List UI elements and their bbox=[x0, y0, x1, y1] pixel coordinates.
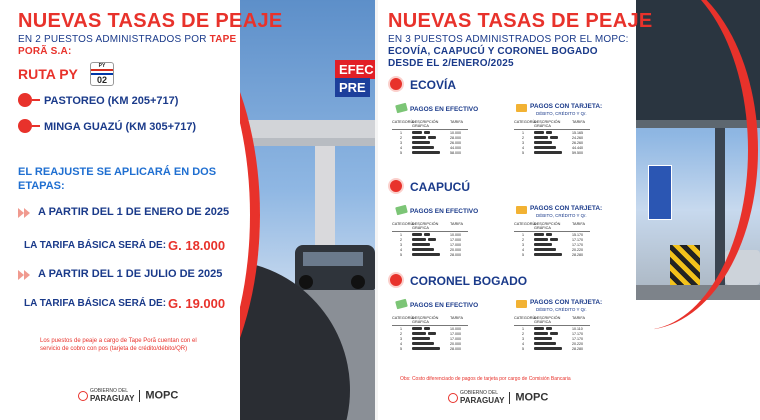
vehicle-icon bbox=[410, 332, 450, 336]
column-header: TARIFA bbox=[572, 222, 586, 226]
section-title: CORONEL BOGADO bbox=[410, 274, 528, 288]
vehicle-icon bbox=[532, 141, 572, 145]
category-cell: 5 bbox=[522, 346, 524, 351]
category-cell: 2 bbox=[400, 237, 402, 242]
category-cell: 3 bbox=[522, 140, 524, 145]
cash-tariff-table bbox=[392, 120, 468, 155]
vehicle-icon bbox=[532, 332, 572, 336]
page-title: NUEVAS TASAS DE PEAJE bbox=[388, 10, 653, 32]
tarifa1-label: LA TARIFA BÁSICA SERÁ DE: bbox=[24, 240, 167, 251]
tariff-cell: 26.260 bbox=[572, 140, 583, 145]
column-header: CATEGORÍA bbox=[392, 316, 415, 320]
vehicle-icon bbox=[410, 136, 450, 140]
tariff-cell: 10.000 bbox=[450, 326, 461, 331]
card-icon bbox=[516, 300, 527, 308]
left-panel bbox=[0, 0, 375, 420]
table-row bbox=[514, 346, 590, 351]
vehicle-icon bbox=[410, 131, 450, 135]
card-payment-label: PAGOS CON TARJETA: bbox=[530, 205, 603, 212]
vehicle-icon bbox=[532, 233, 572, 237]
table-row bbox=[392, 346, 468, 351]
location-pin-icon bbox=[18, 119, 32, 133]
category-cell: 2 bbox=[522, 237, 524, 242]
table-row bbox=[514, 326, 590, 331]
card-payment-sub: DÉBITO, CRÉDITO Y Qr. bbox=[536, 213, 587, 218]
seal-icon bbox=[78, 391, 88, 401]
column-header: TARIFA bbox=[572, 120, 586, 124]
tariff-cell: 24.260 bbox=[572, 135, 583, 140]
location-pin-icon bbox=[388, 272, 404, 288]
vehicle-icon bbox=[410, 238, 450, 242]
tariff-cell: 10.000 bbox=[450, 130, 461, 135]
table-row bbox=[392, 130, 468, 135]
vehicle-icon bbox=[410, 141, 450, 145]
category-cell: 3 bbox=[400, 336, 402, 341]
stage1-text: A PARTIR DEL 1 DE ENERO DE 2025 bbox=[38, 206, 230, 218]
category-cell: 1 bbox=[522, 130, 524, 135]
vehicle-icon bbox=[410, 151, 450, 155]
chevron-right-icon bbox=[18, 270, 32, 280]
gobierno-logo: GOBIERNO DEL PARAGUAY MOPC bbox=[448, 390, 548, 405]
category-cell: 4 bbox=[400, 341, 402, 346]
tariff-cell: 28.000 bbox=[450, 135, 461, 140]
reajuste-line2: ETAPAS: bbox=[18, 180, 65, 192]
table-row bbox=[514, 135, 590, 140]
card-tariff-table bbox=[514, 222, 590, 257]
tariff-cell: 28.000 bbox=[450, 346, 461, 351]
table-row bbox=[514, 150, 590, 155]
table-row bbox=[514, 336, 590, 341]
card-tariff-table bbox=[514, 316, 590, 351]
tarifa1-value: G. 18.000 bbox=[168, 238, 226, 253]
vehicle-icon bbox=[532, 347, 572, 351]
tariff-cell: 59.500 bbox=[572, 150, 583, 155]
category-cell: 4 bbox=[522, 247, 524, 252]
column-header: DESCRIPCIÓN GRÁFICA bbox=[534, 316, 561, 324]
column-header: DESCRIPCIÓN GRÁFICA bbox=[534, 222, 561, 230]
table-row bbox=[392, 326, 468, 331]
table-row bbox=[514, 140, 590, 145]
column-header: CATEGORÍA bbox=[392, 120, 415, 124]
tariff-cell: 17.170 bbox=[572, 242, 583, 247]
vehicle-icon bbox=[532, 146, 572, 150]
tariff-cell: 20.220 bbox=[572, 247, 583, 252]
cash-payment-label: PAGOS EN EFECTIVO bbox=[410, 106, 479, 113]
station-pastoreo: PASTOREO (KM 205+717) bbox=[44, 95, 179, 107]
tarifa2-label: LA TARIFA BÁSICA SERÁ DE: bbox=[24, 298, 167, 309]
cash-tariff-table bbox=[392, 316, 468, 351]
tariff-cell: 58.000 bbox=[450, 150, 461, 155]
vehicle-icon bbox=[532, 136, 572, 140]
category-cell: 1 bbox=[522, 326, 524, 331]
card-payment-label: PAGOS CON TARJETA: bbox=[530, 103, 603, 110]
category-cell: 1 bbox=[522, 232, 524, 237]
category-cell: 1 bbox=[400, 232, 402, 237]
tariff-cell: 10.110 bbox=[572, 326, 583, 331]
table-row bbox=[392, 247, 468, 252]
subtitle-company-suffix: PORÃ S.A: bbox=[18, 46, 72, 57]
tariff-cell: 17.000 bbox=[450, 242, 461, 247]
column-header: CATEGORÍA bbox=[514, 120, 537, 124]
tariff-cell: 28.280 bbox=[572, 346, 583, 351]
card-icon bbox=[516, 206, 527, 214]
route-badge: PY 02 bbox=[90, 62, 114, 86]
column-header: DESCRIPCIÓN GRÁFICA bbox=[412, 222, 439, 230]
table-row bbox=[514, 331, 590, 336]
table-row bbox=[514, 242, 590, 247]
table-row bbox=[392, 341, 468, 346]
vehicle-icon bbox=[410, 347, 450, 351]
cash-payment-label: PAGOS EN EFECTIVO bbox=[410, 208, 479, 215]
chevron-right-icon bbox=[18, 208, 32, 218]
table-row bbox=[514, 130, 590, 135]
category-cell: 2 bbox=[522, 331, 524, 336]
table-row bbox=[392, 242, 468, 247]
vehicle-icon bbox=[410, 146, 450, 150]
cash-tariff-table bbox=[392, 222, 468, 257]
tariff-cell: 17.000 bbox=[450, 336, 461, 341]
category-cell: 4 bbox=[522, 341, 524, 346]
category-cell: 5 bbox=[522, 252, 524, 257]
table-row bbox=[514, 232, 590, 237]
vehicle-icon bbox=[532, 151, 572, 155]
tariff-cell: 15.170 bbox=[572, 232, 583, 237]
location-pin-icon bbox=[18, 93, 32, 107]
vehicle-icon bbox=[410, 233, 450, 237]
section-title: ECOVÍA bbox=[410, 78, 457, 92]
tariff-cell: 10.000 bbox=[450, 232, 461, 237]
tariff-cell: 17.170 bbox=[572, 331, 583, 336]
vehicle-icon bbox=[532, 131, 572, 135]
card-tariff-table bbox=[514, 120, 590, 155]
vehicle-icon bbox=[410, 342, 450, 346]
table-row bbox=[392, 140, 468, 145]
note-line2: servicio de cobro con pos (tarjeta de crédito/débito/QR) bbox=[40, 346, 188, 352]
table-row bbox=[514, 252, 590, 257]
card-payment-sub: DÉBITO, CRÉDITO Y Qr. bbox=[536, 111, 587, 116]
card-payment-sub: DÉBITO, CRÉDITO Y Qr. bbox=[536, 307, 587, 312]
vehicle-icon bbox=[410, 248, 450, 252]
tariff-cell: 26.000 bbox=[450, 140, 461, 145]
table-row bbox=[392, 237, 468, 242]
table-row bbox=[392, 150, 468, 155]
subtitle-line3: DESDE EL 2/ENERO/2025 bbox=[388, 58, 514, 69]
tariff-cell: 20.000 bbox=[450, 341, 461, 346]
note-line1: Los puestos de peaje a cargo de Tape Porã cuentan con el bbox=[40, 338, 197, 344]
tariff-cell: 17.170 bbox=[572, 336, 583, 341]
category-cell: 1 bbox=[400, 326, 402, 331]
subtitle-line1: EN 3 PUESTOS ADMINISTRADOS POR EL MOPC: bbox=[388, 34, 629, 45]
station-minga-guazu: MINGA GUAZÚ (KM 305+717) bbox=[44, 121, 197, 133]
category-cell: 5 bbox=[400, 150, 402, 155]
tariff-cell: 15.165 bbox=[572, 130, 583, 135]
vehicle-icon bbox=[532, 253, 572, 257]
photo-sign-pre: PRE bbox=[335, 78, 370, 97]
card-icon bbox=[516, 104, 527, 112]
category-cell: 2 bbox=[522, 135, 524, 140]
column-header: DESCRIPCIÓN GRÁFICA bbox=[412, 316, 439, 324]
tariff-cell: 17.170 bbox=[572, 237, 583, 242]
vehicle-icon bbox=[532, 337, 572, 341]
gobierno-logo: GOBIERNO DEL PARAGUAY MOPC bbox=[78, 388, 178, 403]
category-cell: 4 bbox=[522, 145, 524, 150]
column-header: DESCRIPCIÓN GRÁFICA bbox=[412, 120, 439, 128]
tariff-cell: 20.000 bbox=[450, 247, 461, 252]
table-row bbox=[514, 341, 590, 346]
card-payment-label: PAGOS CON TARJETA: bbox=[530, 299, 603, 306]
route-label: RUTA PY bbox=[18, 66, 78, 82]
category-cell: 3 bbox=[400, 242, 402, 247]
tariff-cell: 17.000 bbox=[450, 331, 461, 336]
column-header: CATEGORÍA bbox=[392, 222, 415, 226]
vehicle-icon bbox=[532, 243, 572, 247]
tarifa2-value: G. 19.000 bbox=[168, 296, 226, 311]
category-cell: 4 bbox=[400, 247, 402, 252]
vehicle-icon bbox=[410, 327, 450, 331]
page-title: NUEVAS TASAS DE PEAJE bbox=[18, 10, 283, 32]
category-cell: 2 bbox=[400, 331, 402, 336]
table-row bbox=[392, 336, 468, 341]
vehicle-icon bbox=[532, 248, 572, 252]
table-row bbox=[514, 145, 590, 150]
reajuste-line1: EL REAJUSTE SE APLICARÁ EN DOS bbox=[18, 166, 217, 178]
section-title: CAAPUCÚ bbox=[410, 180, 470, 194]
tariff-cell: 17.000 bbox=[450, 237, 461, 242]
vehicle-icon bbox=[532, 238, 572, 242]
seal-icon bbox=[448, 393, 458, 403]
vehicle-icon bbox=[410, 243, 450, 247]
right-panel bbox=[378, 0, 760, 420]
photo-sign-efectivo: EFEC bbox=[335, 60, 375, 79]
vehicle-icon bbox=[532, 327, 572, 331]
column-header: TARIFA bbox=[450, 316, 464, 320]
subtitle-line2: ECOVÍA, CAAPUCÚ Y CORONEL BOGADO bbox=[388, 46, 598, 57]
category-cell: 5 bbox=[400, 252, 402, 257]
table-row bbox=[392, 145, 468, 150]
category-cell: 3 bbox=[522, 242, 524, 247]
vehicle-icon bbox=[532, 342, 572, 346]
observation-note: Obs: Costo diferenciado de pagos de tarjeta por cargo de Comisión Bancaria bbox=[400, 376, 571, 382]
category-cell: 3 bbox=[400, 140, 402, 145]
vehicle-icon bbox=[410, 253, 450, 257]
table-row bbox=[392, 331, 468, 336]
category-cell: 5 bbox=[522, 150, 524, 155]
category-cell: 3 bbox=[522, 336, 524, 341]
subtitle-prefix: EN 2 PUESTOS ADMINISTRADOS POR bbox=[18, 34, 207, 45]
tariff-cell: 44.440 bbox=[572, 145, 583, 150]
column-header: TARIFA bbox=[450, 120, 464, 124]
tariff-cell: 20.220 bbox=[572, 341, 583, 346]
column-header: TARIFA bbox=[450, 222, 464, 226]
tariff-cell: 28.000 bbox=[450, 252, 461, 257]
category-cell: 4 bbox=[400, 145, 402, 150]
tariff-cell: 28.280 bbox=[572, 252, 583, 257]
column-header: CATEGORÍA bbox=[514, 316, 537, 320]
column-header: TARIFA bbox=[572, 316, 586, 320]
category-cell: 2 bbox=[400, 135, 402, 140]
category-cell: 1 bbox=[400, 130, 402, 135]
vehicle-icon bbox=[410, 337, 450, 341]
column-header: CATEGORÍA bbox=[514, 222, 537, 226]
category-cell: 5 bbox=[400, 346, 402, 351]
table-row bbox=[514, 247, 590, 252]
tariff-cell: 44.000 bbox=[450, 145, 461, 150]
location-pin-icon bbox=[388, 178, 404, 194]
stage2-text: A PARTIR DEL 1 DE JULIO DE 2025 bbox=[38, 268, 223, 280]
subtitle-company: TAPE bbox=[209, 34, 237, 45]
column-header: DESCRIPCIÓN GRÁFICA bbox=[534, 120, 561, 128]
table-row bbox=[392, 135, 468, 140]
table-row bbox=[392, 232, 468, 237]
cash-payment-label: PAGOS EN EFECTIVO bbox=[410, 302, 479, 309]
location-pin-icon bbox=[388, 76, 404, 92]
table-row bbox=[392, 252, 468, 257]
table-row bbox=[514, 237, 590, 242]
